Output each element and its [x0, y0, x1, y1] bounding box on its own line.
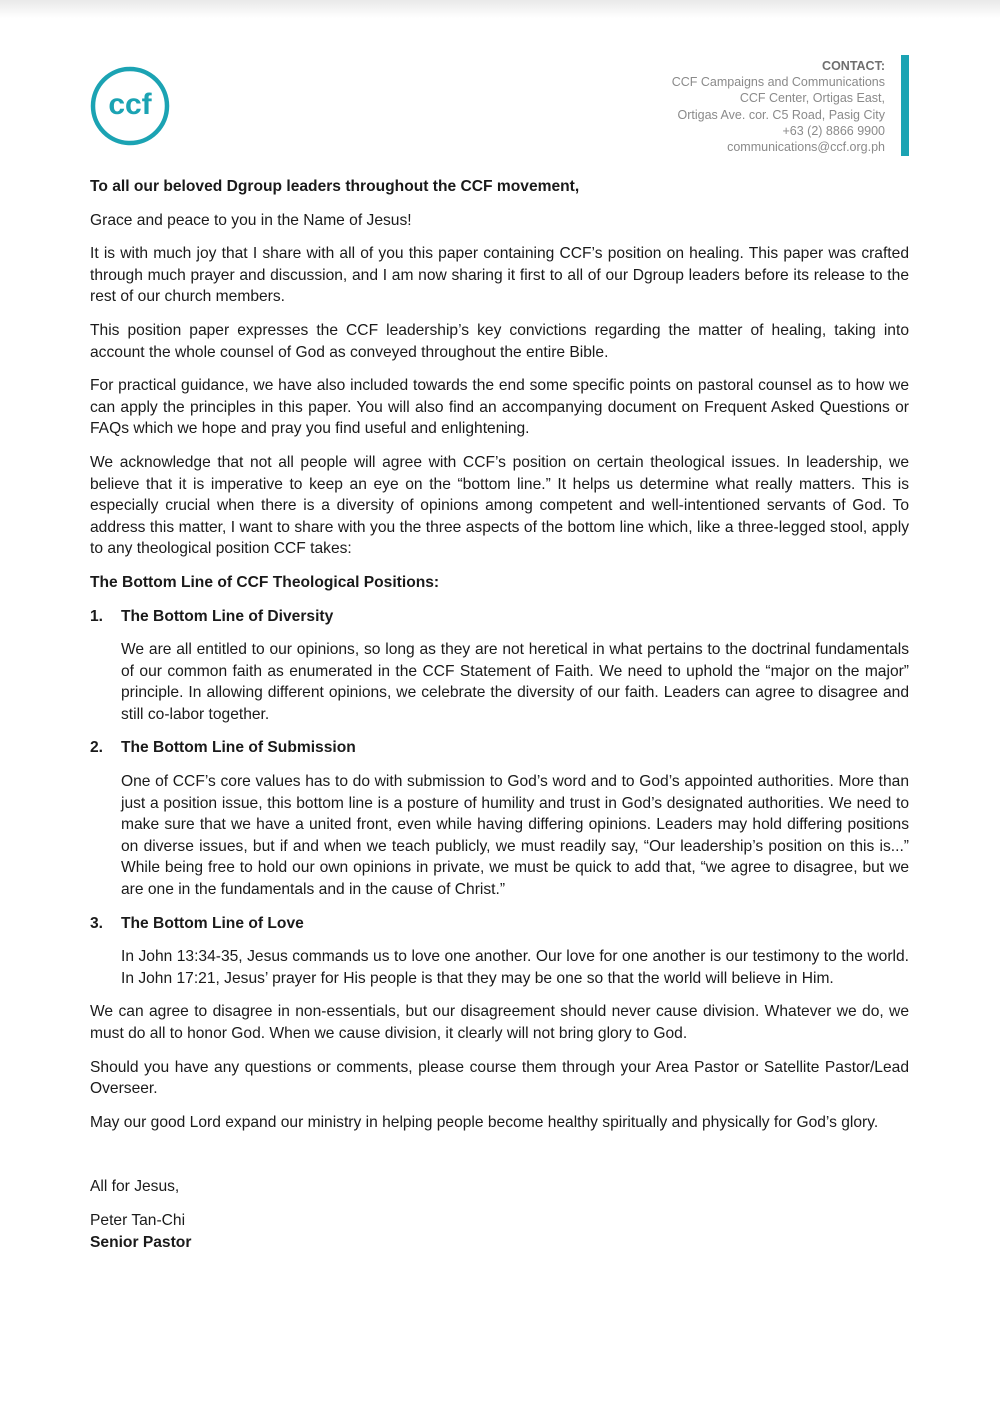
page-top-shadow: [0, 0, 1000, 18]
list-item-number: 2.: [90, 739, 104, 757]
list-item-number: 1.: [90, 607, 104, 625]
paragraph: We acknowledge that not all people will agree with CCF’s position on certain theological issues. In leadership, we believe that it is imperative to keep an eye on the “bottom line.” It helps us determine what really matters. This is especially crucial when there is a diversity of opinions among competent and well-intentioned servants of God. To address this matter, I want to share with you the three aspects of the bottom line which, like a three-legged stool, apply to any theological position CCF takes:: [90, 453, 909, 558]
list-item-title: The Bottom Line of Submission: [121, 739, 356, 757]
signoff-text: All for Jesus,: [90, 1178, 180, 1196]
list-item-heading: [90, 913, 909, 935]
section-title: The Bottom Line of CCF Theological Positions:: [90, 573, 440, 591]
paragraph: This position paper expresses the CCF leadership’s key convictions regarding the matter of healing, taking into account the whole counsel of God as conveyed throughout the entire Bible.: [90, 321, 909, 361]
contact-block: [672, 58, 885, 155]
svg-text:ccf: ccf: [108, 88, 152, 121]
paragraph: It is with much joy that I share with all of you this paper containing CCF’s position on healing. This paper was crafted through much prayer and discussion, and I am now sharing it first to all of our Dgroup leaders before its release to the rest of our church members.: [90, 245, 909, 306]
contact-heading: CONTACT:: [822, 59, 885, 73]
list-item-body: In John 13:34-35, Jesus commands us to love one another. Our love for one another is our testimony to the world. In John 17:21, Jesus’ prayer for His people is that they may be one so that the world will believe in Him.: [121, 948, 909, 987]
list-item-body: One of CCF’s core values has to do with submission to God’s word and to God’s appointed authorities. More than just a position issue, this bottom line is a posture of humility and trust in God’s designated authorities. We need to make sure that we have a united front, even while having differing opinions. Leaders may hold differing positions on diverse issues, but if and when we teach publicly, we must readily say, “Our leadership’s position on this is...” While being free to hold our own opinions in private, we must be quick to add that, “we agree to disagree, but we are one in the fundamentals and in the cause of Christ.”: [121, 773, 909, 899]
list-item-heading: [90, 737, 909, 759]
signature-block: [90, 1176, 909, 1253]
paragraph: For practical guidance, we have also included towards the end some specific points on pastoral counsel as to how we can apply the principles in this paper. You will also find an accompanying document on Frequent Asked Questions or FAQs which we hope and pray you find useful and enlightening.: [90, 377, 909, 438]
paragraph: May our good Lord expand our ministry in helping people become healthy spiritually and physically for God’s glory.: [90, 1113, 879, 1131]
contact-line-address-1: CCF Center, Ortigas East,: [739, 91, 885, 106]
letter-greeting: To all our beloved Dgroup leaders throughout the CCF movement,: [90, 178, 580, 195]
contact-line-org: CCF Campaigns and Communications: [671, 75, 885, 90]
signer-name: Peter Tan-Chi: [90, 1211, 186, 1229]
contact-accent-bar: [901, 55, 909, 156]
contact-line-address-2: Ortigas Ave. cor. C5 Road, Pasig City: [677, 107, 885, 122]
list-item: [90, 606, 909, 726]
paragraph: Grace and peace to you in the Name of Jesus!: [90, 211, 412, 229]
letter-body: [90, 176, 909, 1253]
list-item-number: 3.: [90, 914, 104, 932]
list-item-title: The Bottom Line of Love: [121, 914, 304, 932]
signer-title: Senior Pastor: [90, 1233, 192, 1251]
ccf-logo: [90, 66, 170, 146]
list-item: [90, 913, 909, 990]
list-item: [90, 737, 909, 900]
paragraph: Should you have any questions or comments, please course them through your Area Pastor or Satellite Pastor/Lead Overseer.: [90, 1058, 909, 1098]
contact-line-phone: +63 (2) 8866 9900: [782, 123, 885, 138]
list-item-body: We are all entitled to our opinions, so long as they are not heretical in what pertains to the doctrinal fundamentals of our common faith as enumerated in the CCF Statement of Faith. We need to uphold the “major on the major” principle. In allowing different opinions, we celebrate the diversity of our faith. Leaders can agree to disagree and still co-labor together.: [121, 641, 909, 723]
list-item-title: The Bottom Line of Diversity: [121, 607, 334, 625]
paragraph: We can agree to disagree in non-essentials, but our disagreement should never cause division. Whatever we do, we must do all to honor God. When we cause division, it clearly will not bring glory to God.: [90, 1003, 909, 1042]
list-item-heading: [90, 606, 909, 628]
contact-line-email: communications@ccf.org.ph: [727, 140, 885, 155]
